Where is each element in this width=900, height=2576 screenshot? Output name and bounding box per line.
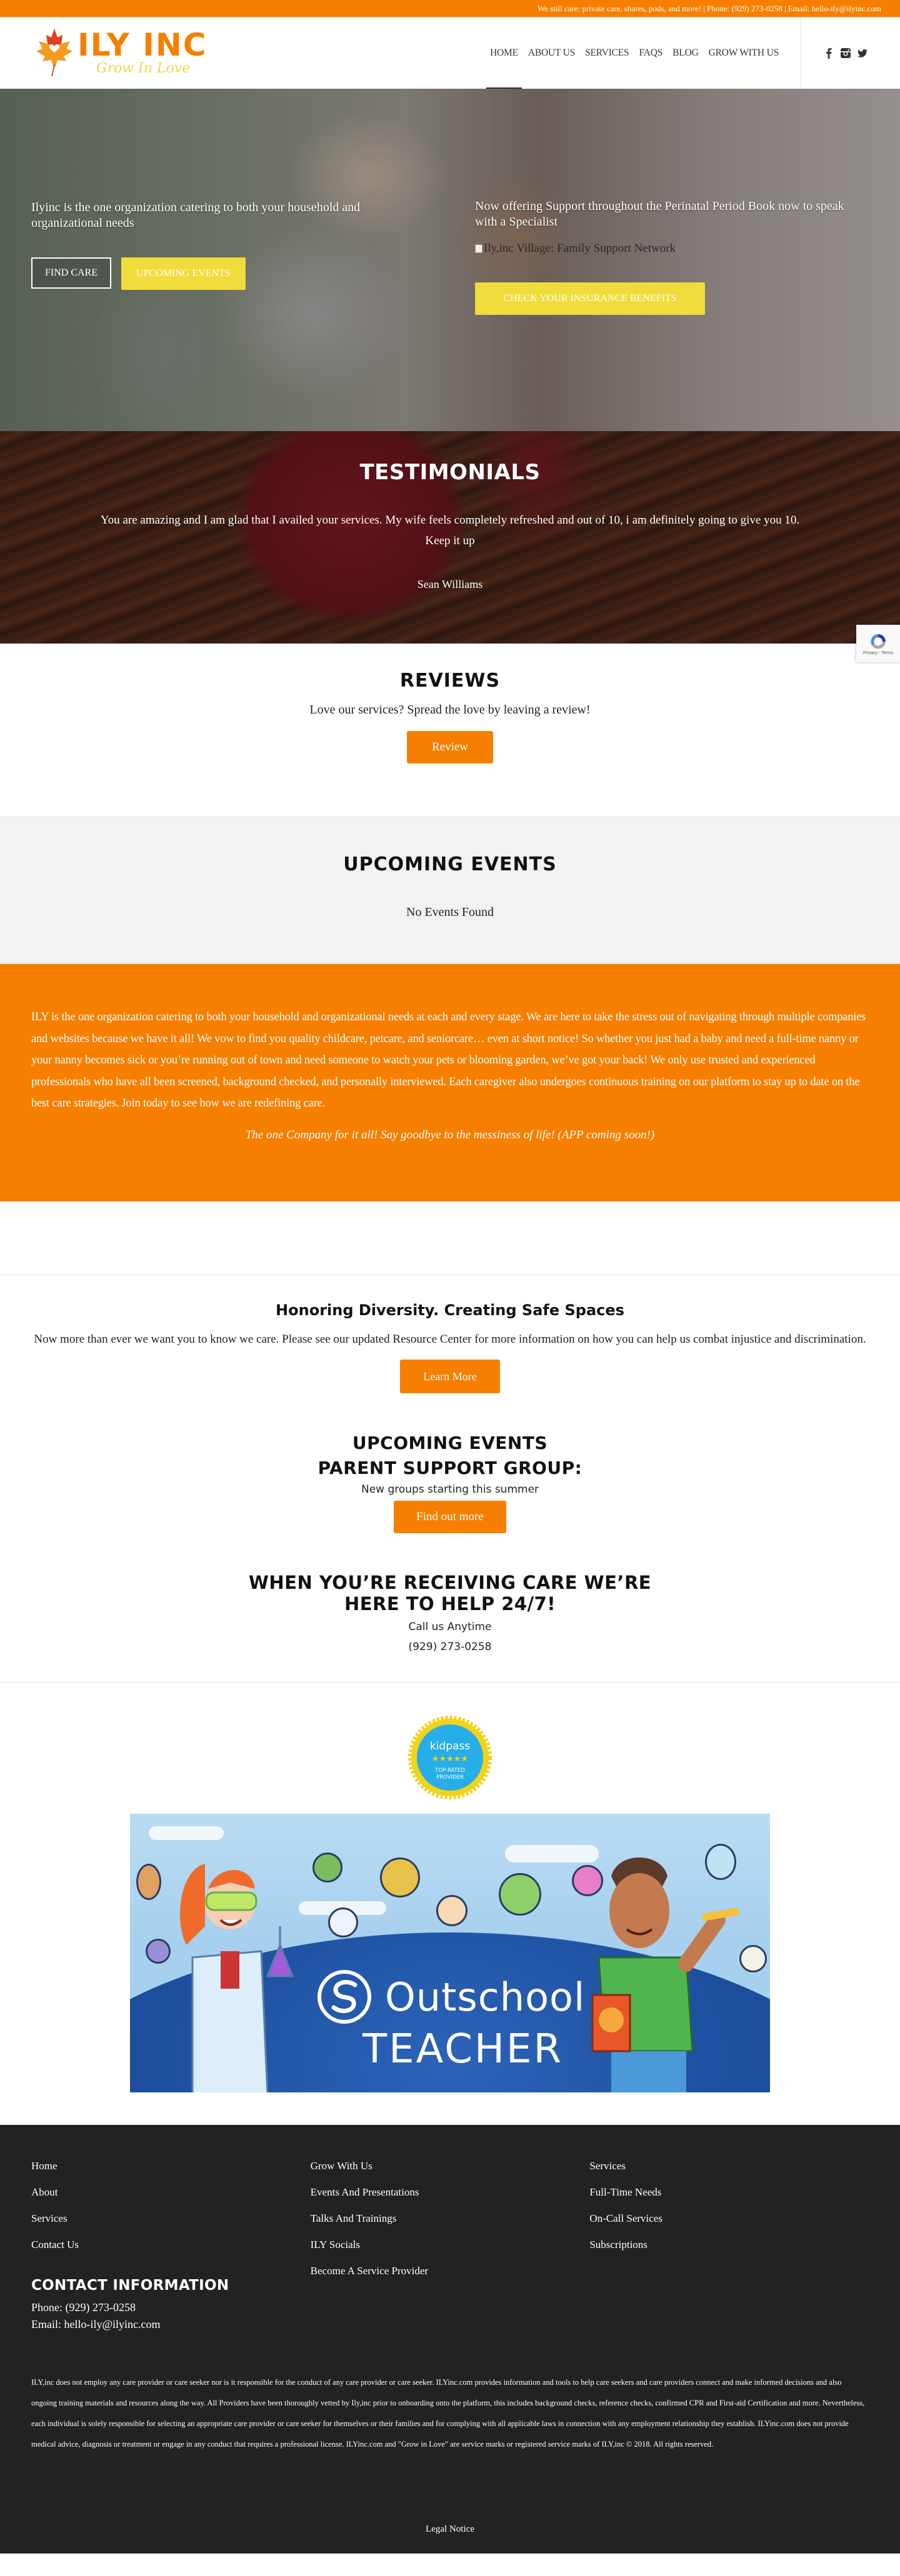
footer-link-grow-with-us[interactable]: Grow With Us <box>310 2160 372 2172</box>
site-header <box>0 17 900 89</box>
svg-text:kidpass: kidpass <box>429 1740 471 1753</box>
find-care-button[interactable]: FIND CARE <box>31 257 111 289</box>
footer-link-contact-us[interactable]: Contact Us <box>31 2239 79 2250</box>
footer-link-about[interactable]: About <box>31 2186 58 2198</box>
svg-text:★★★★★: ★★★★★ <box>431 1754 469 1764</box>
help-title-line2: HERE TO HELP 24/7! <box>344 1593 556 1614</box>
outschool-teacher-banner[interactable] <box>130 1814 770 2092</box>
kidpass-seal-icon <box>408 1715 492 1800</box>
cloud-shape <box>149 1826 224 1840</box>
testimonials-section <box>0 431 900 644</box>
check-insurance-button[interactable]: CHECK YOUR INSURANCE BENEFITS <box>475 282 705 315</box>
parent-group-subtitle: New groups starting this summer <box>361 1483 539 1496</box>
logo-tagline: Grow In Love <box>96 61 191 76</box>
writing-bubble-icon <box>328 1907 358 1937</box>
testimonial-author: Sean Williams <box>417 578 483 590</box>
footer-column-main <box>31 2160 311 2331</box>
outschool-teacher-label: TEACHER <box>362 2026 563 2072</box>
outschool-wordmark: Outschool <box>385 1974 586 2020</box>
scientist-illustration <box>168 1851 311 2092</box>
help-247-section <box>0 1572 900 1683</box>
parent-group-title-line2: PARENT SUPPORT GROUP: <box>318 1458 582 1478</box>
footer-link-services-2[interactable]: Services <box>589 2160 626 2172</box>
book-bubble-icon <box>499 1873 541 1916</box>
diversity-title: Honoring Diversity. Creating Safe Spaces <box>276 1301 624 1319</box>
top-announcement-bar <box>0 0 900 17</box>
footer-link-events-presentations[interactable]: Events And Presentations <box>310 2186 419 2198</box>
broken-image-icon <box>475 244 482 253</box>
hero-left-text: Ilyinc is the one organization catering to both your household and organizational needs <box>31 201 361 230</box>
footer-link-ily-socials[interactable]: ILY Socials <box>310 2239 361 2250</box>
legal-notice-link[interactable]: Legal Notice <box>426 2524 474 2534</box>
camera-bubble-icon <box>146 1939 171 1964</box>
svg-text:PROVIDER: PROVIDER <box>436 1774 464 1781</box>
reviews-title: REVIEWS <box>399 670 501 692</box>
maple-leaf-icon <box>35 27 74 77</box>
about-text: ILY is the one organization catering to both your household and organizational needs at each and every stage. We are here to take the stress out of navigating through multiple companies and websites because we have it all! We vow to find you quality childcare, petcare, and seniorcare… even at short notice! So whether you just had a baby and need a full-time nanny or your nanny becomes sick or you’re running out of town and need someone to watch your pets or blooming garden, we’ve got your back! We only use trusted and experienced professionals who have all been screened, background checked, and personally interviewed. Each caregiver also undergoes continuous training on our platform to stay up to date on the best care strategies. Join today to see how we are redefining care. <box>31 1011 866 1110</box>
logo[interactable] <box>35 26 229 79</box>
footer-phone[interactable]: Phone: (929) 273-0258 <box>31 2301 136 2314</box>
footer-link-on-call-services[interactable]: On-Call Services <box>589 2212 662 2224</box>
help-phone[interactable]: (929) 273-0258 <box>408 1641 492 1653</box>
about-tagline: The one Company for it all! Say goodbye to the messiness of life! (APP coming soon!) <box>245 1128 655 1141</box>
footer-link-services[interactable]: Services <box>31 2212 68 2224</box>
nav-item-blog[interactable]: BLOG <box>672 47 699 58</box>
footer-link-talks-trainings[interactable]: Talks And Trainings <box>310 2212 397 2224</box>
parent-support-group-section <box>0 1431 900 1533</box>
footer-column-services <box>589 2160 869 2331</box>
site-footer <box>0 2125 900 2554</box>
lego-bubble-icon <box>380 1857 420 1897</box>
learn-more-button[interactable]: Learn More <box>400 1360 500 1393</box>
notepad-bubble-icon <box>739 1945 767 1972</box>
nav-item-grow-with-us[interactable]: GROW WITH US <box>708 47 779 58</box>
recaptcha-links[interactable]: Privacy - Terms <box>862 650 894 655</box>
hero-right-text: Now offering Support throughout the Perinatal Period Book now to speak with a Specialist <box>475 199 844 229</box>
no-events-message: No Events Found <box>406 905 494 919</box>
instagram-icon[interactable] <box>841 47 851 59</box>
kidpass-badge-wrap <box>0 1683 900 1814</box>
announcement-text: We still care: private care, shares, pods, and more! | Phone: (929) 273-0258 | Email: hello-ily@ilyinc.com <box>537 3 881 13</box>
testimonial-quote: You are amazing and I am glad that I availed your services. My wife feels completely refreshed and out of 10, i am definitely going to give you 10. Keep it up <box>100 514 800 547</box>
parent-group-title-line1: UPCOMING EVENTS <box>352 1433 548 1453</box>
village-network-alt-text: Ily,inc Village: Family Support Network <box>484 242 676 255</box>
spacer <box>0 1201 900 1275</box>
outschool-logo <box>318 1970 585 2024</box>
hero-left-column <box>31 200 406 290</box>
subject-bubble-icon <box>312 1852 342 1882</box>
footer-link-home[interactable]: Home <box>31 2160 58 2172</box>
testimonials-title: TESTIMONIALS <box>359 460 541 485</box>
footer-link-become-provider[interactable]: Become A Service Provider <box>310 2265 429 2277</box>
footer-email[interactable]: Email: hello-ily@ilyinc.com <box>31 2318 161 2330</box>
footer-link-subscriptions[interactable]: Subscriptions <box>589 2239 648 2250</box>
outschool-mark-icon <box>318 1970 371 2024</box>
nav-item-faqs[interactable]: FAQS <box>639 47 663 58</box>
recaptcha-icon <box>869 632 888 651</box>
hero-right-column <box>475 199 862 315</box>
recaptcha-badge[interactable] <box>856 625 900 662</box>
legal-disclaimer: ILY,inc does not employ any care provider or care seeker nor is it responsible for the conduct of any care provider or care seeker. ILYinc.com provides information and tools to help care seekers and care providers connect and make informed decisions and also ongoing training materials and resources along the way. All Providers have been thoroughly vetted by Ily,inc prior to onboarding onto the platform, this includes background checks, reference checks, confirmed CPR and First-aid Certification and more. Nevertheless, each individual is solely responsible for selecting an appropriate care provider or care seeker for themselves or their families and for complying with all applicable laws in connection with any employment relationship they establish. ILYinc.com does not provide medical advice, diagnosis or treatment or engage in any conduct that requires a professional license. ILYinc.com and "Grow in Love" are service marks or registered service marks of ILY,inc © 2018. All rights reserved. <box>31 2378 865 2449</box>
help-call-text: Call us Anytime <box>408 1621 492 1633</box>
diversity-text: Now more than ever we want you to know we care. Please see our updated Resource Center for more information on how you can help us combat injustice and discrimination. <box>34 1333 866 1346</box>
twitter-icon[interactable] <box>858 47 868 59</box>
upcoming-events-section <box>0 817 900 964</box>
facebook-icon[interactable] <box>824 47 834 59</box>
social-links <box>824 17 868 89</box>
hero-banner <box>0 89 900 431</box>
about-section <box>0 964 900 1201</box>
upcoming-events-button[interactable]: UPCOMING EVENTS <box>121 257 246 290</box>
reviews-section <box>0 644 900 817</box>
footer-link-full-time-needs[interactable]: Full-Time Needs <box>589 2186 662 2198</box>
nav-item-services[interactable]: SERVICES <box>585 47 629 58</box>
reviews-subtitle: Love our services? Spread the love by leaving a review! <box>309 703 591 717</box>
help-title-line1: WHEN YOU’RE RECEIVING CARE WE’RE <box>248 1572 652 1593</box>
kidpass-badge[interactable] <box>408 1715 492 1800</box>
village-network-image[interactable] <box>475 240 862 257</box>
nav-item-home[interactable]: HOME <box>485 17 523 89</box>
events-title: UPCOMING EVENTS <box>343 853 557 875</box>
scientist-bubble-icon <box>436 1895 468 1926</box>
main-nav <box>485 17 784 89</box>
diversity-section <box>0 1275 900 1393</box>
logo-title: ILY INC <box>78 27 208 63</box>
nav-item-about-us[interactable]: ABOUT US <box>528 47 576 58</box>
find-out-more-button[interactable]: Find out more <box>394 1501 506 1533</box>
pizza-bubble-icon <box>136 1864 161 1900</box>
review-button[interactable]: Review <box>407 731 493 763</box>
svg-text:TOP-RATED: TOP-RATED <box>435 1768 465 1774</box>
contact-info-title: CONTACT INFORMATION <box>31 2277 229 2294</box>
footer-column-grow <box>311 2160 590 2331</box>
teacher-illustration <box>580 1851 742 2092</box>
